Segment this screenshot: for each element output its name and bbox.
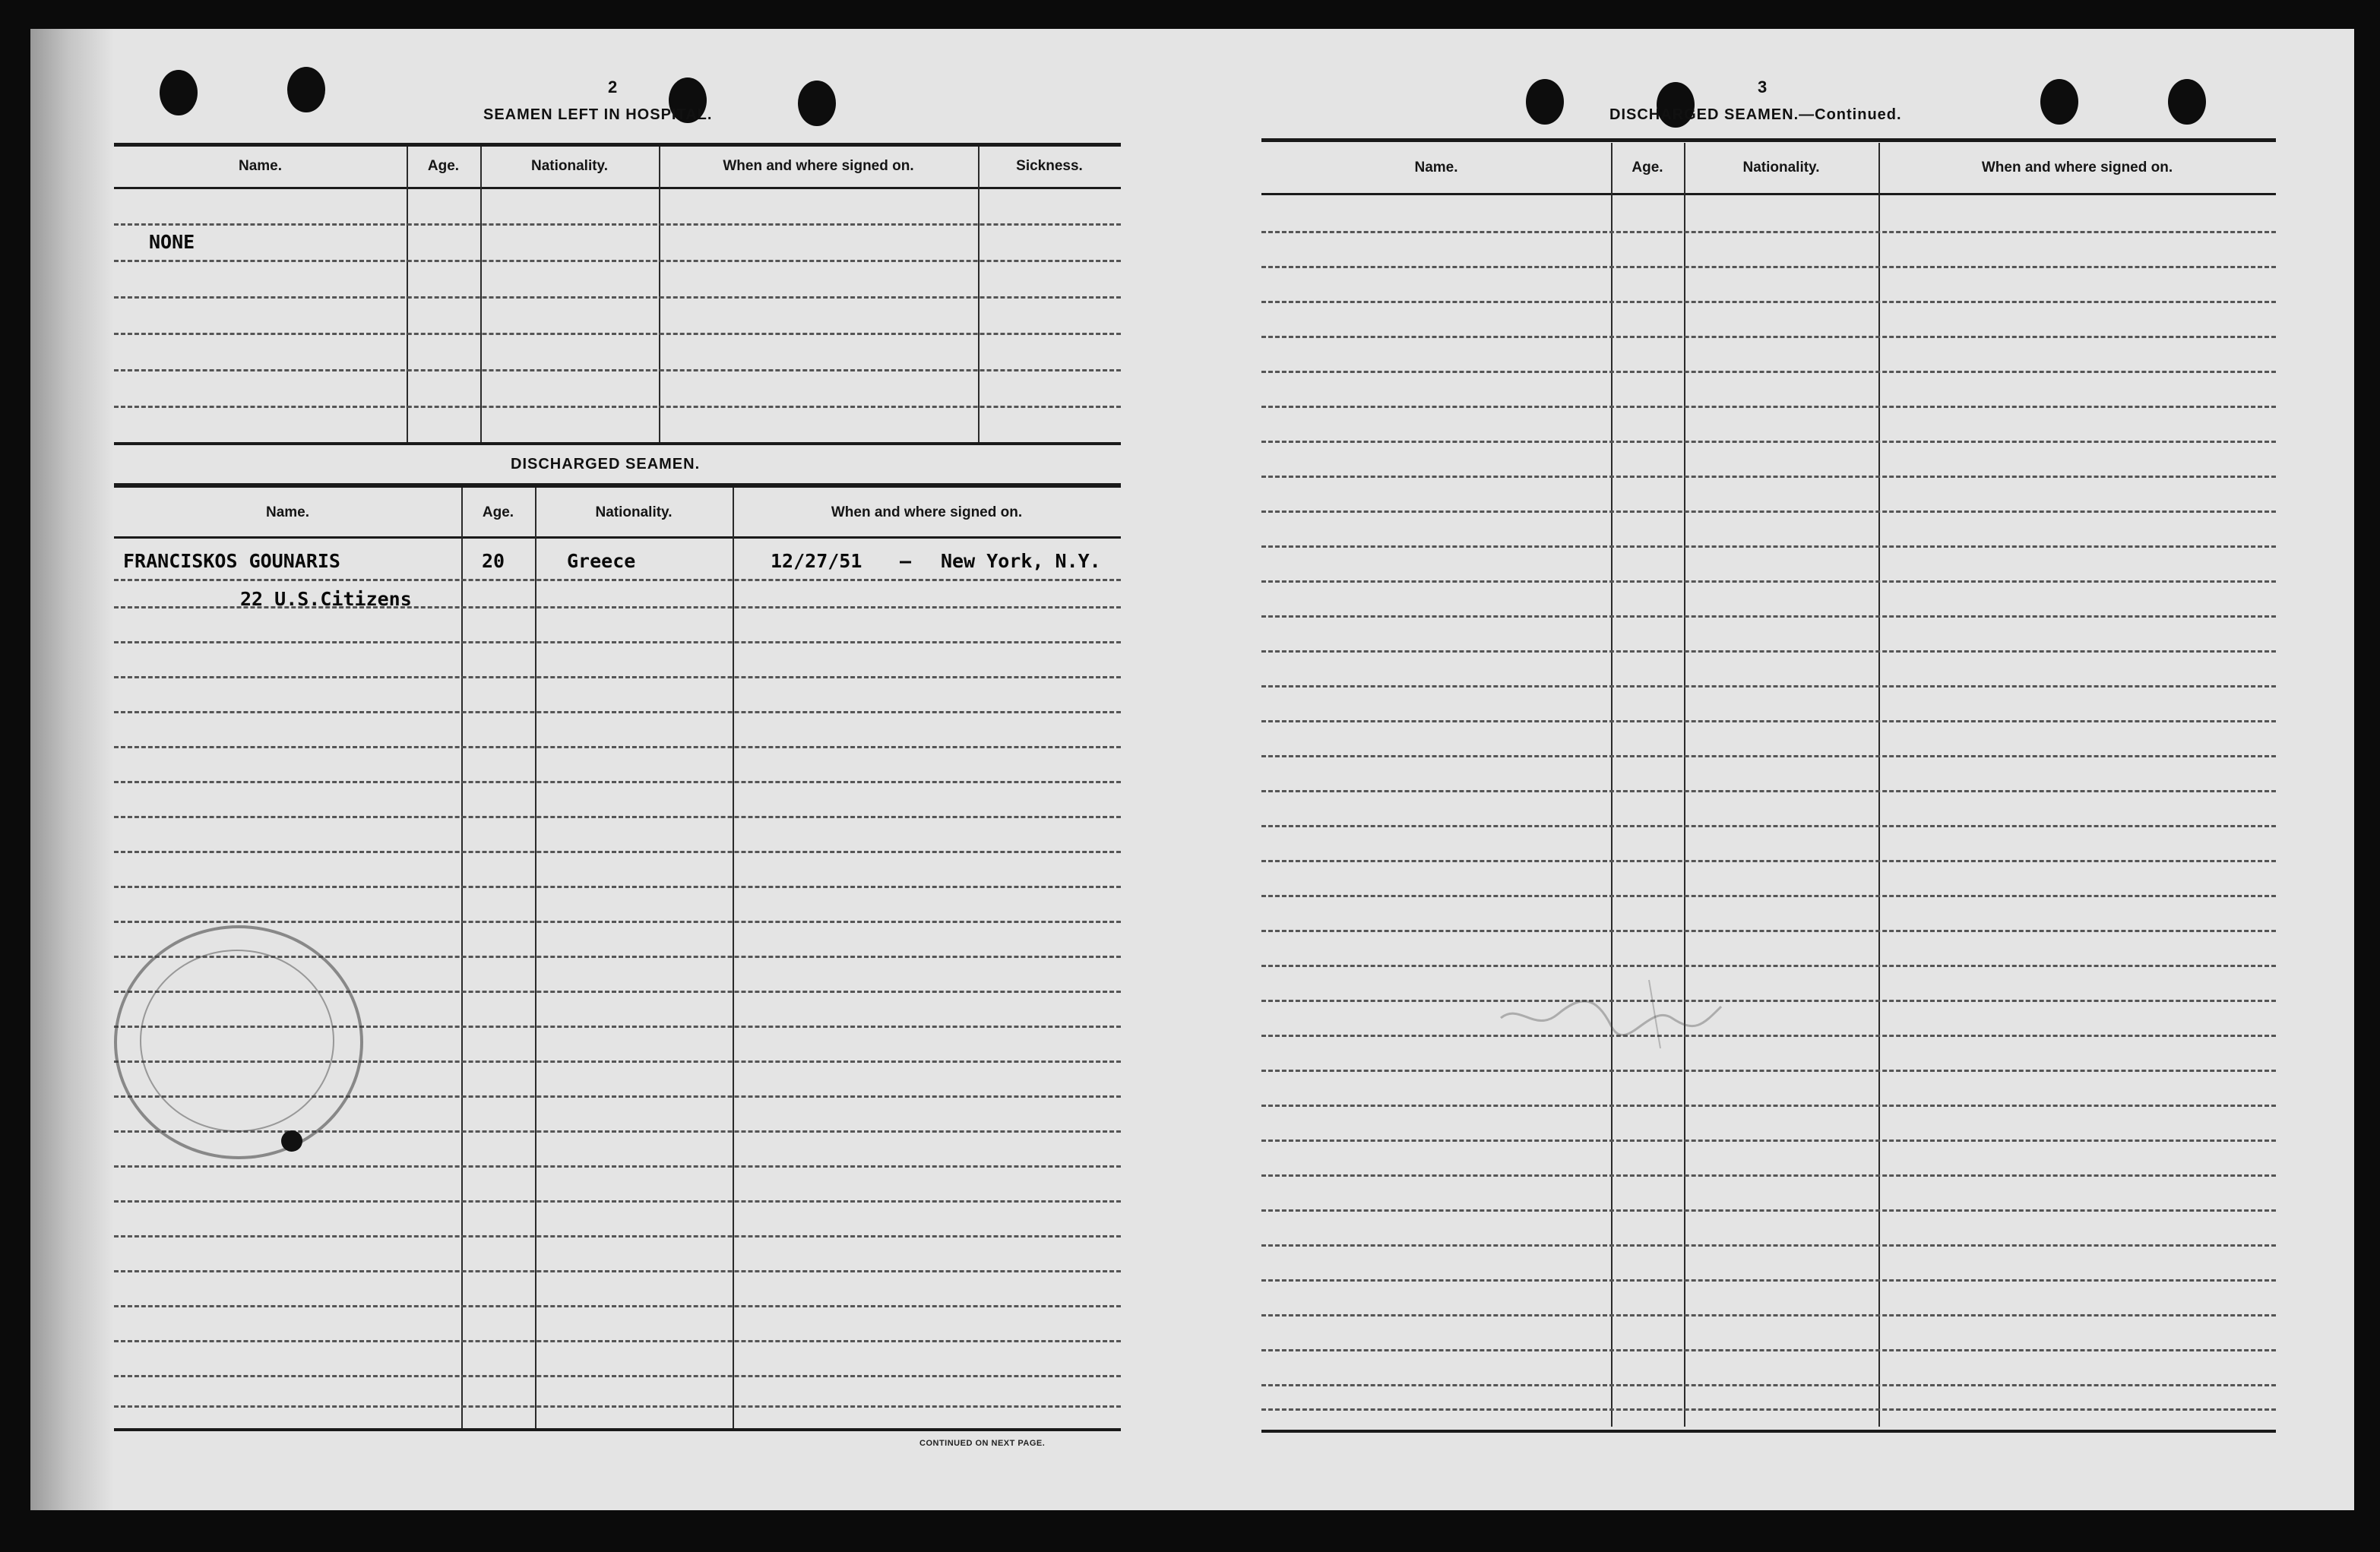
ruled-line — [1261, 1000, 2276, 1002]
col-header-signed-on: When and where signed on. — [831, 504, 1023, 520]
ruled-line — [1261, 1209, 2276, 1212]
ruled-line — [114, 1405, 1121, 1408]
discharged-place-cell: New York, N.Y. — [941, 550, 1101, 572]
column-divider — [733, 488, 734, 1428]
ruled-line — [1261, 720, 2276, 722]
ruled-line — [1261, 1174, 2276, 1177]
ruled-line — [1261, 1279, 2276, 1282]
rule — [114, 536, 1121, 539]
ruled-line — [114, 333, 1121, 335]
ruled-line — [1261, 476, 2276, 478]
ruled-line — [1261, 336, 2276, 338]
ruled-line — [1261, 371, 2276, 373]
ruled-line — [1261, 301, 2276, 303]
rule — [1261, 193, 2276, 195]
col-header-age: Age. — [427, 158, 460, 174]
ruled-line — [1261, 1349, 2276, 1351]
ruled-line — [1261, 895, 2276, 897]
col-header-sickness: Sickness. — [1016, 158, 1083, 174]
ruled-line — [1261, 755, 2276, 757]
ruled-line — [1261, 615, 2276, 618]
rule — [114, 1428, 1121, 1431]
ink-dot — [281, 1130, 302, 1152]
rule — [114, 143, 1121, 147]
col-header-age: Age. — [1632, 160, 1663, 175]
column-divider — [535, 488, 536, 1428]
ruled-line — [114, 816, 1121, 818]
ruled-line — [1261, 406, 2276, 408]
ruled-line — [1261, 1070, 2276, 1072]
col-header-signed-on: When and where signed on. — [1981, 160, 2173, 175]
ruled-line — [114, 1200, 1121, 1203]
ruled-line — [1261, 580, 2276, 583]
ruled-line — [1261, 790, 2276, 792]
page-number: 2 — [608, 77, 618, 96]
column-divider — [659, 147, 660, 443]
ruled-line — [1261, 1140, 2276, 1142]
ruled-line — [1261, 231, 2276, 233]
ruled-line — [114, 223, 1121, 226]
col-header-name: Name. — [265, 504, 310, 520]
ruled-line — [114, 781, 1121, 783]
ruled-line — [114, 296, 1121, 299]
col-header-signed-on: When and where signed on. — [723, 158, 914, 174]
col-header-name: Name. — [1414, 160, 1458, 175]
ruled-line — [114, 1305, 1121, 1307]
ruled-line — [1261, 1408, 2276, 1411]
ruled-line — [114, 260, 1121, 262]
ruled-line — [1261, 1384, 2276, 1386]
rule — [114, 483, 1121, 488]
column-divider — [480, 147, 482, 443]
discharged-dash: — — [900, 550, 912, 572]
rule — [114, 187, 1121, 189]
ruled-line — [114, 1165, 1121, 1168]
col-header-name: Name. — [238, 158, 283, 174]
ruled-line — [1261, 930, 2276, 932]
column-divider — [461, 488, 463, 1428]
right-page — [1261, 29, 2276, 1510]
ruled-line — [114, 641, 1121, 643]
col-header-nationality: Nationality. — [1742, 160, 1820, 175]
ruled-line — [1261, 1105, 2276, 1107]
discharged-nationality-cell: Greece — [567, 550, 636, 572]
continued-note: CONTINUED ON NEXT PAGE. — [919, 1439, 1046, 1448]
discharged-name-cell: 22 U.S.Citizens — [240, 588, 412, 610]
ruled-line — [1261, 685, 2276, 687]
ruled-line — [1261, 1314, 2276, 1317]
rule — [114, 442, 1121, 445]
rule — [1261, 138, 2276, 142]
discharged-age-cell: 20 — [482, 550, 505, 572]
ruled-line — [114, 746, 1121, 748]
ruled-line — [114, 676, 1121, 678]
column-divider — [407, 147, 408, 443]
column-divider — [978, 147, 980, 443]
ruled-line — [114, 1235, 1121, 1237]
left-page — [114, 29, 1121, 1510]
stamp-inner-ring — [140, 950, 334, 1132]
col-header-age: Age. — [482, 504, 514, 520]
ruled-line — [1261, 266, 2276, 268]
page-title: DISCHARGED SEAMEN.—Continued. — [1609, 106, 1902, 123]
ruled-line — [1261, 825, 2276, 827]
received-stamp — [114, 925, 363, 1159]
discharged-date-cell: 12/27/51 — [771, 550, 862, 572]
hospital-section-title: SEAMEN LEFT IN HOSPITAL. — [483, 106, 713, 123]
ruled-line — [1261, 1244, 2276, 1247]
rule — [1261, 1430, 2276, 1433]
hospital-name-cell: NONE — [149, 231, 195, 253]
ruled-line — [114, 1375, 1121, 1377]
discharged-name-cell: FRANCISKOS GOUNARIS — [123, 550, 340, 572]
col-header-nationality: Nationality. — [531, 158, 608, 174]
ruled-line — [114, 711, 1121, 713]
ruled-line — [114, 369, 1121, 371]
ruled-line — [114, 921, 1121, 923]
ruled-line — [114, 1270, 1121, 1272]
ruled-line — [1261, 545, 2276, 548]
faint-signature — [1497, 972, 1725, 1056]
ruled-line — [1261, 650, 2276, 653]
ruled-line — [114, 406, 1121, 408]
scan-shadow-edge — [30, 29, 114, 1510]
ruled-line — [1261, 860, 2276, 862]
ruled-line — [1261, 510, 2276, 513]
ruled-line — [114, 851, 1121, 853]
ruled-line — [114, 1340, 1121, 1342]
col-header-nationality: Nationality. — [595, 504, 673, 520]
ruled-line — [1261, 1035, 2276, 1037]
discharged-section-title: DISCHARGED SEAMEN. — [511, 456, 701, 473]
ruled-line — [1261, 965, 2276, 967]
ruled-line — [1261, 441, 2276, 443]
ruled-line — [114, 886, 1121, 888]
page-number: 3 — [1758, 77, 1768, 96]
ruled-line — [114, 579, 1121, 581]
